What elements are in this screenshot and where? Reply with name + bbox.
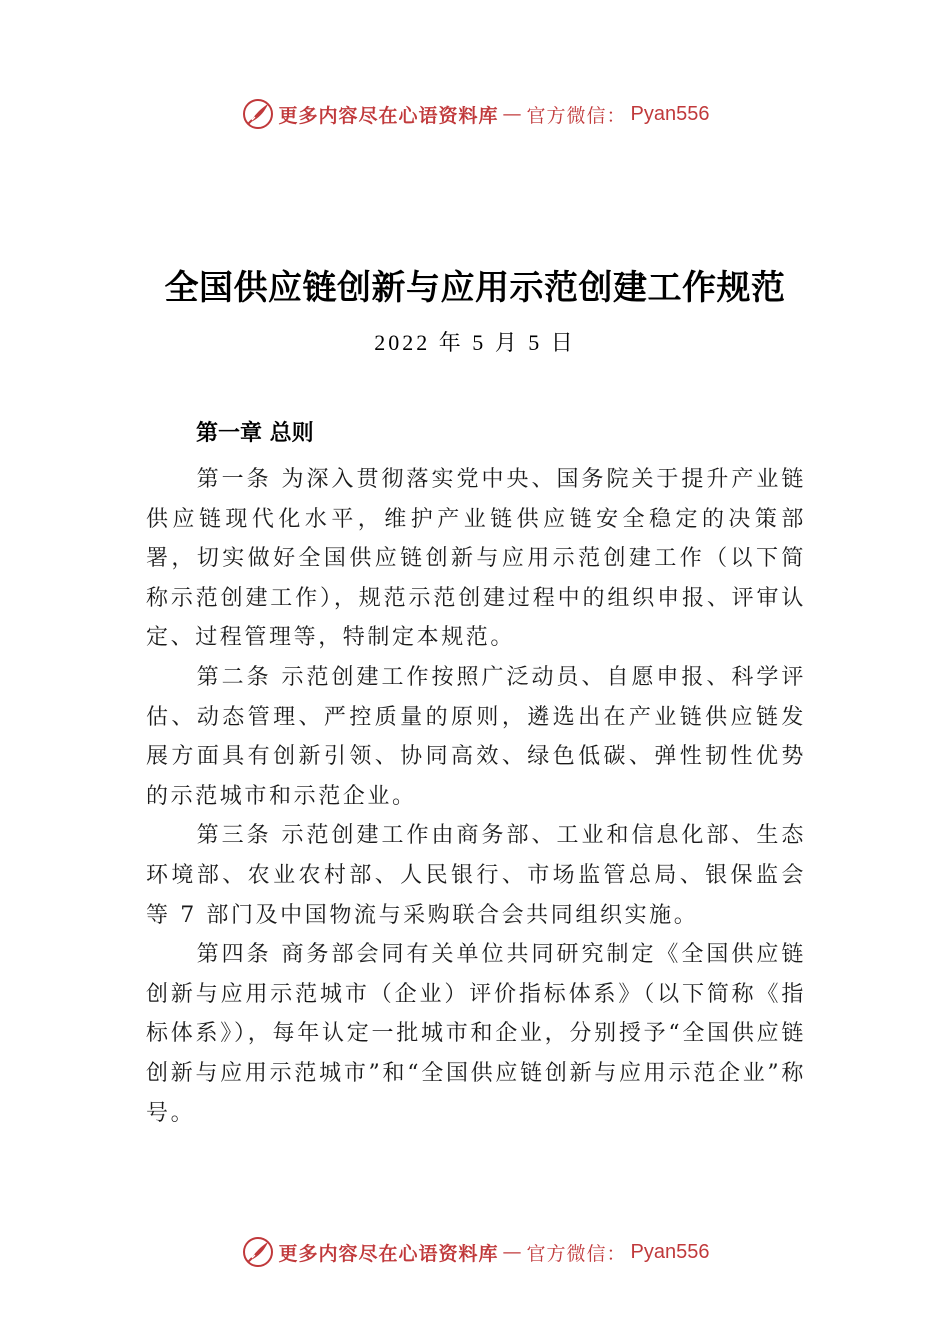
document-body — [146, 414, 806, 1133]
article-paragraph: 第二条 示范创建工作按照广泛动员、自愿申报、科学评估、动态管理、严控质量的原则，遴选出在产业链供应链发展方面具有创新引领、协同高效、绿色低碳、弹性韧性优势的示范城市和示范企业。 — [146, 664, 806, 809]
article-paragraph: 第一条 为深入贯彻落实党中央、国务院关于提升产业链供应链现代化水平，维护产业链供应链安全稳定的决策部署，切实做好全国供应链创新与应用示范创建工作（以下简称示范创建工作），规范示范创建过程中的组织申报、评审认定、过程管理等，特制定本规范。 — [146, 467, 806, 651]
header-watermark-banner — [0, 94, 950, 134]
quill-pen-logo-icon — [241, 97, 275, 131]
banner-brand-text: 更多内容尽在心语资料库 — [278, 1242, 499, 1265]
article-paragraph: 第三条 示范创建工作由商务部、工业和信息化部、生态环境部、农业农村部、人民银行、市场监管总局、银保监会等 7 部门及中国物流与采购联合会共同组织实施。 — [146, 823, 806, 928]
document-date: 2022 年 5 月 5 日 — [374, 330, 576, 355]
banner-wechat-label: 官方微信： — [526, 1242, 627, 1265]
banner-separator: — — [502, 1241, 523, 1263]
banner-brand-text: 更多内容尽在心语资料库 — [278, 104, 499, 127]
banner-wechat-id: Pyan556 — [630, 102, 710, 125]
chapter-heading: 第一章 总则 — [196, 421, 314, 446]
article-paragraph: 第四条 商务部会同有关单位共同研究制定《全国供应链创新与应用示范城市（企业）评价指标体系》（以下简称《指标体系》），每年认定一批城市和企业，分别授予“全国供应链创新与应用示范城市”和“全国供应链创新与应用示范企业”称号。 — [146, 942, 806, 1126]
footer-watermark-banner — [0, 1232, 950, 1272]
banner-separator: — — [502, 103, 523, 125]
banner-wechat-label: 官方微信： — [526, 104, 627, 127]
document-title: 全国供应链创新与应用示范创建工作规范 — [164, 268, 786, 308]
quill-pen-logo-icon — [241, 1235, 275, 1269]
banner-wechat-id: Pyan556 — [630, 1240, 710, 1263]
